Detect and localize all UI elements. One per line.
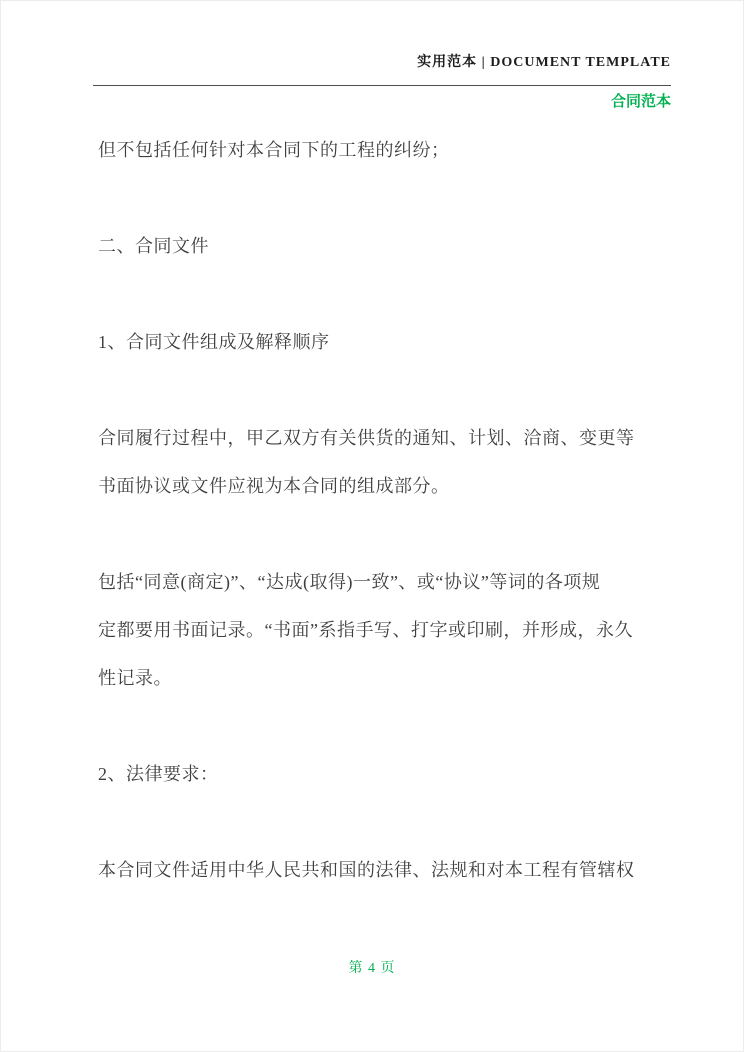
header-subtitle: 合同范本 bbox=[610, 94, 671, 110]
text-line: 性记录。 bbox=[98, 668, 172, 688]
text-line: 合同履行过程中，甲乙双方有关供货的通知、计划、洽商、变更等 bbox=[98, 428, 635, 448]
text-line: 2、法律要求： bbox=[98, 764, 219, 784]
paragraph bbox=[98, 558, 688, 702]
header-divider bbox=[93, 85, 671, 86]
paragraph bbox=[98, 846, 688, 894]
page-number: 第 4 页 bbox=[348, 961, 396, 976]
paragraph bbox=[98, 318, 688, 366]
paragraph bbox=[98, 126, 688, 174]
page-header bbox=[93, 1, 671, 121]
document-body bbox=[98, 126, 688, 942]
text-line: 定都要用书面记录。“书面”系指手写、打字或印刷，并形成，永久 bbox=[98, 620, 633, 640]
text-line: 本合同文件适用中华人民共和国的法律、法规和对本工程有管辖权 bbox=[98, 860, 635, 880]
paragraph bbox=[98, 222, 688, 270]
text-line: 书面协议或文件应视为本合同的组成部分。 bbox=[98, 476, 450, 496]
header-brand: 实用范本 | DOCUMENT TEMPLATE bbox=[417, 55, 671, 70]
page-footer bbox=[1, 957, 743, 977]
text-line: 但不包括任何针对本合同下的工程的纠纷； bbox=[98, 140, 450, 160]
text-line: 二、合同文件 bbox=[98, 236, 209, 256]
text-line: 包括“同意(商定)”、“达成(取得)一致”、或“协议”等词的各项规 bbox=[98, 572, 601, 592]
paragraph bbox=[98, 750, 688, 798]
paragraph bbox=[98, 414, 688, 510]
text-line: 1、合同文件组成及解释顺序 bbox=[98, 332, 330, 352]
